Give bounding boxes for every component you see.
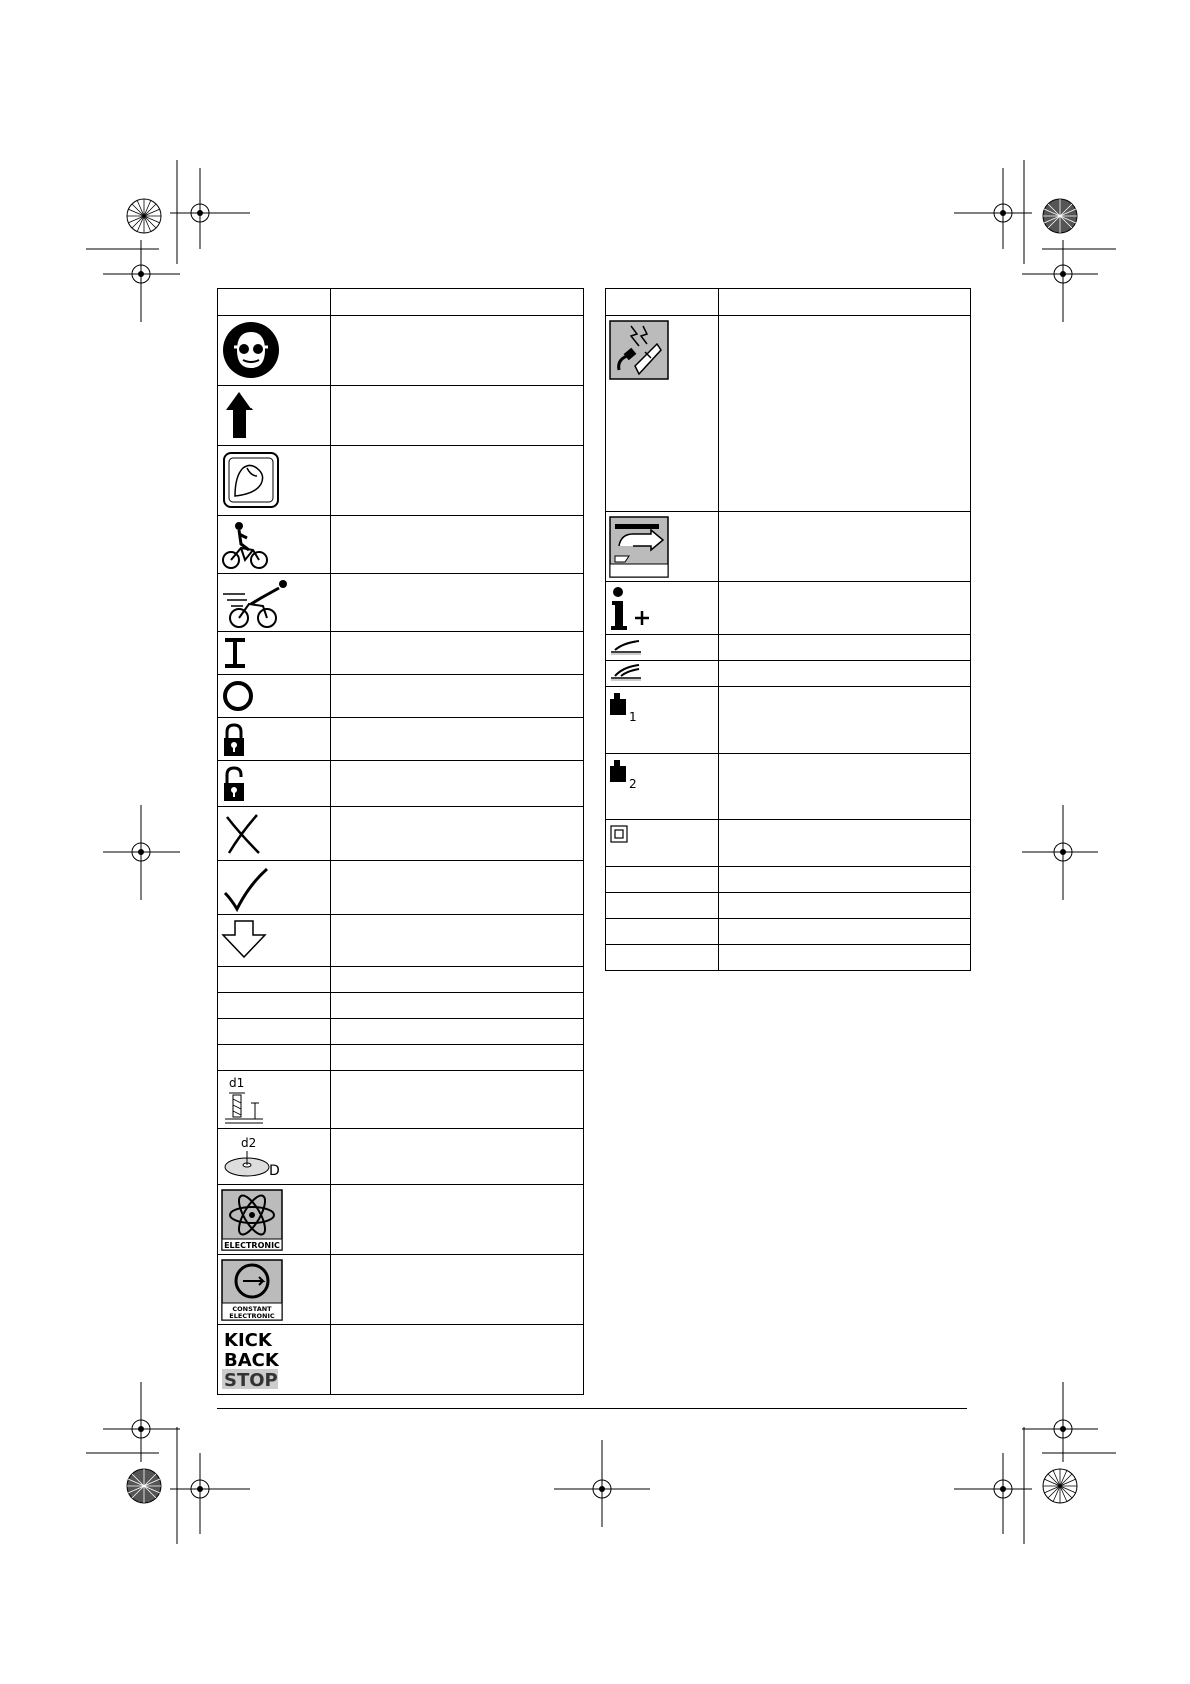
table-row — [606, 316, 971, 512]
left-symbol-table — [217, 288, 584, 1395]
label-1: 1 — [629, 710, 637, 724]
row-description — [331, 574, 584, 632]
direction-arrow-icon — [221, 390, 261, 442]
row-description — [719, 893, 971, 919]
down-arrow-icon — [221, 919, 269, 959]
pull-plug-icon — [609, 320, 669, 380]
row-description — [331, 718, 584, 761]
table-row — [218, 967, 584, 993]
wear-eye-protection-icon — [221, 320, 281, 380]
table-row — [218, 632, 584, 675]
table-row — [218, 1255, 584, 1325]
label-electronic: ELECTRONIC — [224, 1241, 280, 1250]
header-meaning — [719, 289, 971, 316]
table-row — [606, 919, 971, 945]
row-description — [331, 675, 584, 718]
fast-speed-setting-icon — [609, 663, 643, 681]
insert-battery-icon — [609, 516, 669, 578]
label-2: 2 — [629, 777, 637, 791]
row-description — [331, 967, 584, 993]
table-row — [218, 446, 584, 516]
lock-open-icon — [221, 765, 247, 803]
row-description — [331, 1129, 584, 1185]
table-row — [218, 1045, 584, 1071]
row-description — [331, 1255, 584, 1325]
table-row — [606, 945, 971, 971]
footer-rule — [217, 1408, 967, 1409]
header-meaning — [331, 289, 584, 316]
row-description — [719, 582, 971, 635]
incorrect-cross-icon — [221, 811, 265, 857]
row-description — [331, 1185, 584, 1255]
table-row — [606, 893, 971, 919]
table-row — [218, 915, 584, 967]
label-back: BACK — [224, 1350, 279, 1371]
more-info-icon — [609, 586, 653, 632]
table-row — [218, 675, 584, 718]
table-row — [218, 1071, 584, 1129]
table-row — [606, 867, 971, 893]
row-description — [719, 316, 971, 512]
table-row — [218, 993, 584, 1019]
table-row — [218, 516, 584, 574]
row-description — [331, 316, 584, 386]
row-description — [331, 1325, 584, 1395]
slow-speed-setting-icon — [609, 637, 643, 655]
row-description — [331, 516, 584, 574]
table-row — [218, 1019, 584, 1045]
row-description — [331, 1019, 584, 1045]
row-description — [331, 915, 584, 967]
table-row — [218, 386, 584, 446]
table-row — [218, 574, 584, 632]
row-description — [719, 635, 971, 661]
table-row — [218, 807, 584, 861]
switch-on-icon — [221, 636, 251, 670]
row-description — [331, 1071, 584, 1129]
row-description — [719, 820, 971, 867]
table-header-row — [606, 289, 971, 316]
header-symbol — [218, 289, 331, 316]
row-description — [719, 661, 971, 687]
operator-strength-icon — [221, 450, 281, 510]
row-description — [719, 919, 971, 945]
row-description — [331, 807, 584, 861]
switch-off-icon — [221, 679, 255, 713]
low-speed-bicycle-icon — [221, 520, 273, 572]
table-row — [218, 1129, 584, 1185]
row-description — [331, 386, 584, 446]
high-speed-bicycle-icon — [221, 578, 291, 630]
label-stop: STOP — [224, 1370, 278, 1389]
weight-1-icon — [609, 691, 643, 725]
lock-closed-icon — [221, 722, 247, 758]
correct-check-icon — [221, 865, 271, 913]
table-row — [218, 861, 584, 915]
electronic-icon — [221, 1189, 283, 1251]
row-description — [331, 861, 584, 915]
table-row — [218, 316, 584, 386]
table-row — [606, 635, 971, 661]
disc-diameter-icon — [221, 1133, 287, 1183]
protection-class-ii-icon — [609, 824, 629, 844]
table-row — [606, 754, 971, 820]
table-row — [218, 718, 584, 761]
row-description — [331, 993, 584, 1019]
label-D: D — [269, 1163, 280, 1179]
weight-2-icon — [609, 758, 643, 792]
row-description — [719, 512, 971, 582]
row-description — [331, 632, 584, 675]
row-description — [719, 754, 971, 820]
table-row — [606, 512, 971, 582]
kickback-stop-icon — [221, 1329, 279, 1389]
constant-electronic-icon — [221, 1259, 283, 1321]
table-row — [218, 1325, 584, 1395]
table-row — [606, 661, 971, 687]
table-row — [606, 820, 971, 867]
table-row — [606, 687, 971, 754]
label-d2: d2 — [241, 1136, 257, 1150]
row-description — [331, 761, 584, 807]
row-description — [719, 945, 971, 971]
label-kick: KICK — [224, 1330, 272, 1351]
table-header-row — [218, 289, 584, 316]
table-row — [606, 582, 971, 635]
label-electronic: ELECTRONIC — [229, 1312, 275, 1320]
right-symbol-table — [605, 288, 971, 971]
row-description — [719, 687, 971, 754]
row-description — [331, 1045, 584, 1071]
label-d1: d1 — [229, 1076, 245, 1090]
row-description — [719, 867, 971, 893]
header-symbol — [606, 289, 719, 316]
table-row — [218, 1185, 584, 1255]
drill-diameter-depth-icon — [221, 1075, 267, 1127]
label-constant: CONSTANT — [232, 1305, 272, 1313]
row-description — [331, 446, 584, 516]
table-row — [218, 761, 584, 807]
